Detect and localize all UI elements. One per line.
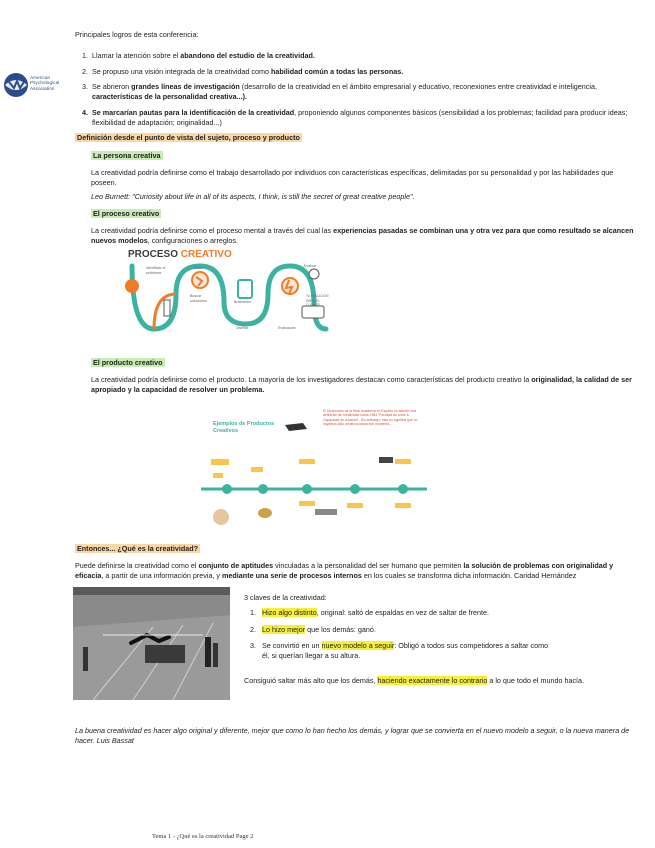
- definition-heading: Definición desde el punto de vista del sujeto, proceso y producto: [77, 133, 300, 142]
- goal-item: 3. Se abrieron grandes líneas de investigación (desarrollo de la creatividad en el ámbito empresarial y educativo, reconexiones entre creatividad e inteligencia, características de la personalidad creativa...).: [82, 82, 597, 102]
- apa-logo: [3, 72, 63, 100]
- page-footer: Tema 1 - ¿Qué es la creatividad Page 2: [152, 833, 254, 840]
- products-image-caption: El Diccionario de la Real Academia en España no admitió una definición de creatividad hasta 1984 "Facultad de crear & Capacidad de creación". Sin embargo, esto no significa que no hayamos sido creativos hasta ese momento...: [323, 409, 418, 427]
- high-jump-photo: [73, 587, 230, 700]
- keys-conclusion: Consiguió saltar más alto que los demás, haciendo exactamente lo contrario a lo que todo el mundo hacía.: [244, 676, 585, 685]
- goal-item: 1. Llamar la atención sobre el abandono del estudio de la creatividad.: [82, 51, 315, 60]
- keys-title: 3 claves de la creatividad:: [244, 593, 327, 602]
- key-item: 2. Lo hizo mejor que los demás: ganó.: [250, 624, 376, 634]
- products-image-title: Ejemplos de Productos Creativos: [213, 421, 275, 435]
- goals-list: [82, 51, 652, 127]
- product-text: La creatividad podría definirse como el producto. La mayoría de los investigadores destacan como características del producto creativo la originalidad, la calidad de ser apropiado y la capacidad de resolver un problema.: [91, 375, 632, 394]
- apa-text-3: Association: [30, 85, 55, 91]
- process-heading: El proceso creativo: [93, 209, 160, 218]
- apa-text-1: American: [30, 75, 51, 80]
- intro-line: Principales logros de esta conferencia:: [75, 30, 199, 39]
- final-quote: La buena creatividad es hacer algo original y diferente, mejor que como lo han hecho los demás, y lograr que se convierta en el nuevo modelo a seguir, o la nueva manera de hacer. Luis Bassat: [75, 726, 630, 745]
- goal-item: 4. Se marcarían pautas para la identificación de la creatividad, proponiendo algunos componentes básicos (sensibilidad a los problemas; facilidad para producir ideas; flexibilidad de adaptación; originalidad...): [82, 107, 628, 127]
- process-text: La creatividad podría definirse como el proceso mental a través del cual las experiencias pasadas se combinan una y otra vez para que como resultado se alcancen nuevos modelos, configuraciones o arreglos.: [91, 226, 634, 245]
- process-image-title: PROCESO CREATIVO: [128, 249, 232, 260]
- key-item: 1. Hizo algo distinto, original: saltó de espaldas en vez de saltar de frente.: [250, 608, 489, 617]
- then-text: Puede definirse la creatividad como el conjunto de aptitudes vinculadas a la personalidad del ser humano que permiten la solución de problemas con originalidad y eficacia, a partir de una información previa, y mediante una serie de procesos internos en los cuales se transforma dicha información. Caridad Hernández: [75, 561, 614, 580]
- apa-text-2: Psychological: [30, 80, 60, 86]
- key-item: 3. Se convirtió en un nuevo modelo a seguir: Obligó a todos sus competidores a saltar como él, si querían llegar a su altura.: [250, 641, 549, 661]
- brainstorm-icon: [238, 280, 252, 298]
- keys-list: [250, 608, 652, 661]
- person-text: La creatividad podría definirse como el trabajo desarrollado por individuos con características específicas, delimitadas por su personalidad y por las habilidades que poseen.: [91, 168, 614, 187]
- process-infographic: PROCESO CREATIVO Identificar el problema Idear Buscar soluciones Brainstorm Diseñar Evaluar Evaluación Tu SOLUCIÓN PARA EL CLIENTE: [118, 244, 338, 336]
- goal-item: 2. Se propuso una visión integrada de la creatividad como habilidad común a todas las personas.: [82, 66, 404, 76]
- then-heading: Entonces... ¿Qué es la creatividad?: [77, 544, 199, 553]
- apa-globe-icon: [3, 72, 29, 98]
- person-quote: Leo Burnett: "Curiosity about life in all of its aspects, I think, is still the secret of great creative people".: [91, 192, 415, 201]
- lightbulb-icon: [125, 279, 139, 293]
- product-heading: El producto creativo: [93, 358, 163, 367]
- products-infographic: [199, 405, 429, 527]
- person-heading: La persona creativa: [93, 151, 161, 160]
